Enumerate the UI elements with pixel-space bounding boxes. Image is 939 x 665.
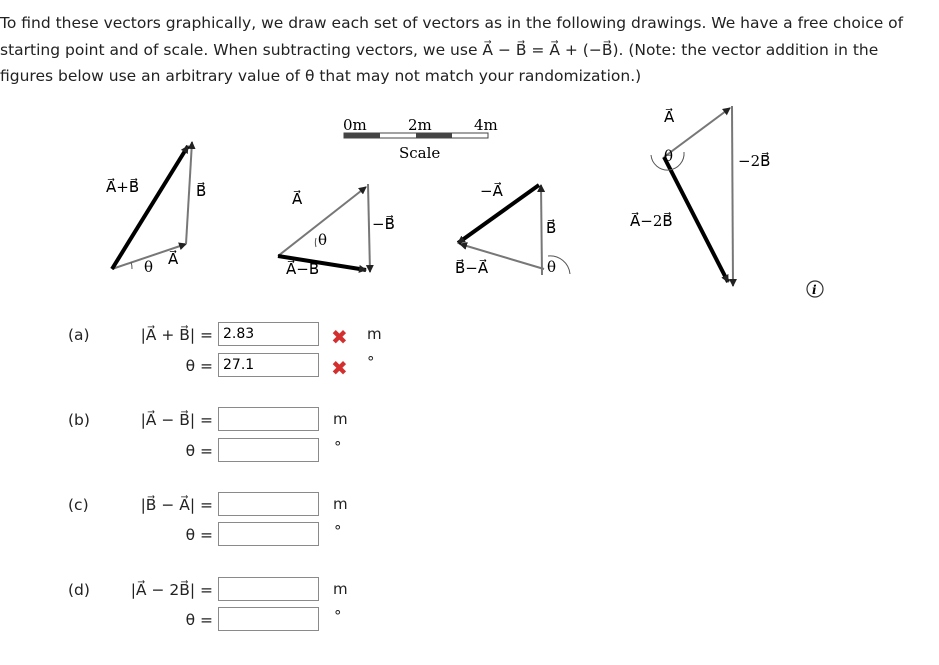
fig2-diff-label: A⃗−B⃗ (286, 260, 320, 278)
fig1-theta: θ (144, 258, 154, 276)
part-c-angle-unit: ° (334, 522, 342, 540)
part-b-mag-unit: m (333, 410, 348, 428)
part-c-mag-unit: m (333, 495, 348, 513)
svg-text:i: i (812, 283, 817, 297)
part-d-angle-unit: ° (334, 607, 342, 625)
vector-figures (0, 0, 939, 300)
fig4-a-label: A⃗ (664, 108, 675, 126)
scale-bar (343, 116, 498, 162)
part-b-mag-input[interactable] (218, 407, 319, 431)
scale-title: Scale (399, 144, 441, 162)
part-d-angle-input[interactable] (218, 607, 319, 631)
part-c-mag-input[interactable] (218, 492, 319, 516)
info-icon[interactable] (807, 281, 823, 297)
scale-tick-2: 2m (408, 116, 432, 134)
fig4-neg2b-label: −2B⃗ (738, 152, 771, 170)
part-a-label: (a) (68, 326, 90, 344)
part-a-mag-unit: m (367, 325, 382, 343)
part-a-angle-wrong-icon: ✖ (331, 356, 348, 380)
part-a-angle-input[interactable] (218, 353, 319, 377)
figure-a-plus-b (106, 142, 206, 276)
figure-b-minus-a (455, 181, 570, 277)
part-a-mag-wrong-icon: ✖ (331, 325, 348, 349)
part-b-angle-input[interactable] (218, 438, 319, 462)
part-b-label: (b) (68, 411, 90, 429)
part-d-mag-expr: |A⃗ − 2B⃗| = (130, 581, 213, 599)
fig4-theta: θ (664, 147, 674, 165)
scale-tick-4: 4m (474, 116, 498, 134)
fig2-theta: θ (318, 231, 328, 249)
part-d-angle-expr: θ = (185, 611, 213, 629)
fig1-sum-label: A⃗+B⃗ (106, 178, 140, 196)
fig1-b-label: B⃗ (196, 182, 207, 200)
part-a-angle-unit: ° (367, 353, 375, 371)
part-d-label: (d) (68, 581, 90, 599)
fig3-nega-label: −A⃗ (480, 182, 503, 200)
part-d-mag-unit: m (333, 580, 348, 598)
part-c-mag-expr: |B⃗ − A⃗| = (140, 496, 213, 514)
part-b-mag-expr: |A⃗ − B⃗| = (140, 411, 213, 429)
part-b-angle-expr: θ = (185, 442, 213, 460)
fig3-b-label: B⃗ (546, 219, 557, 237)
part-b-angle-unit: ° (334, 438, 342, 456)
part-c-label: (c) (68, 496, 89, 514)
part-c-angle-expr: θ = (185, 526, 213, 544)
figure-a-minus-b (278, 184, 395, 278)
fig4-diff-label: A⃗−2B⃗ (630, 212, 673, 230)
fig2-a-label: A⃗ (292, 190, 303, 208)
fig1-a-label: A⃗ (168, 250, 179, 268)
scale-tick-0: 0m (343, 116, 367, 134)
intro-paragraph: To find these vectors graphically, we draw each set of vectors as in the following drawings. We have a free choice of starting point and of scale. When subtracting vectors, we use A⃗ − B⃗ = A⃗ + (−B⃗). (Note: the vector addition in the figures below use an arbitrary value of θ that may not match your randomization.) (0, 14, 904, 85)
part-a-angle-expr: θ = (185, 357, 213, 375)
part-c-angle-input[interactable] (218, 522, 319, 546)
fig3-diff-label: B⃗−A⃗ (455, 259, 489, 277)
fig2-negb-label: −B⃗ (372, 215, 395, 233)
part-d-mag-input[interactable] (218, 577, 319, 601)
part-a-mag-expr: |A⃗ + B⃗| = (140, 326, 213, 344)
part-a-mag-input[interactable] (218, 322, 319, 346)
fig3-theta: θ (547, 258, 557, 276)
figure-a-minus-2b (630, 106, 770, 286)
